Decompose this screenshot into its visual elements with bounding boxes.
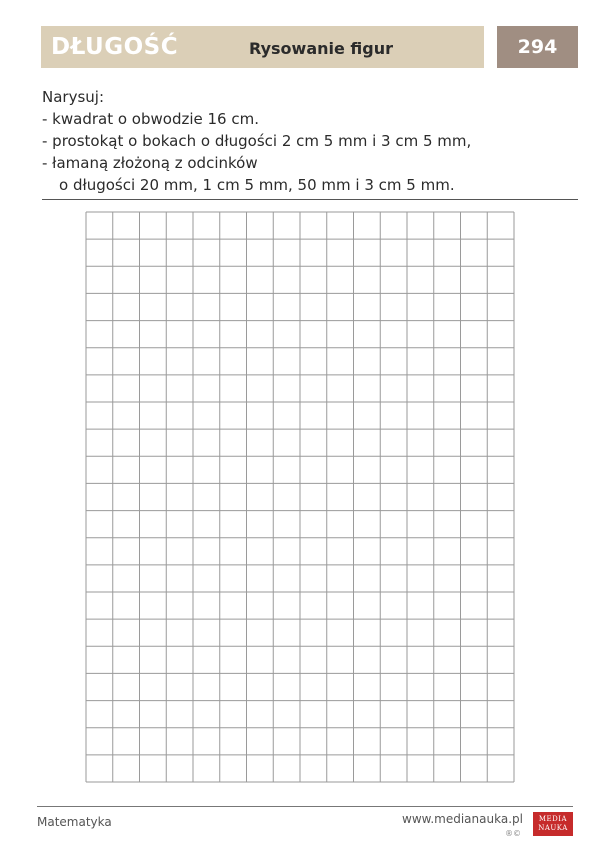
logo-text-bottom: NAUKA xyxy=(538,824,568,832)
instruction-lead: Narysuj: xyxy=(42,88,104,106)
instruction-item: - prostokąt o bokach o długości 2 cm 5 mm i 3 cm 5 mm, xyxy=(42,132,472,150)
instruction-item: o długości 20 mm, 1 cm 5 mm, 50 mm i 3 cm 5 mm. xyxy=(59,176,455,194)
logo-text-top: MEDIA xyxy=(538,815,568,823)
instruction-item: - łamaną złożoną z odcinków xyxy=(42,154,258,172)
media-nauka-logo xyxy=(533,812,573,836)
instruction-item: - kwadrat o obwodzie 16 cm. xyxy=(42,110,259,128)
topic-heading: DŁUGOŚĆ xyxy=(51,34,179,60)
bottom-divider xyxy=(37,806,573,807)
footer-subject: Matematyka xyxy=(37,815,112,829)
page-number: 294 xyxy=(517,36,558,58)
page-title: Rysowanie figur xyxy=(249,39,394,58)
footer-website-link[interactable]: www.medianauka.pl xyxy=(402,812,523,826)
footer-copyright: ®© xyxy=(505,829,521,838)
